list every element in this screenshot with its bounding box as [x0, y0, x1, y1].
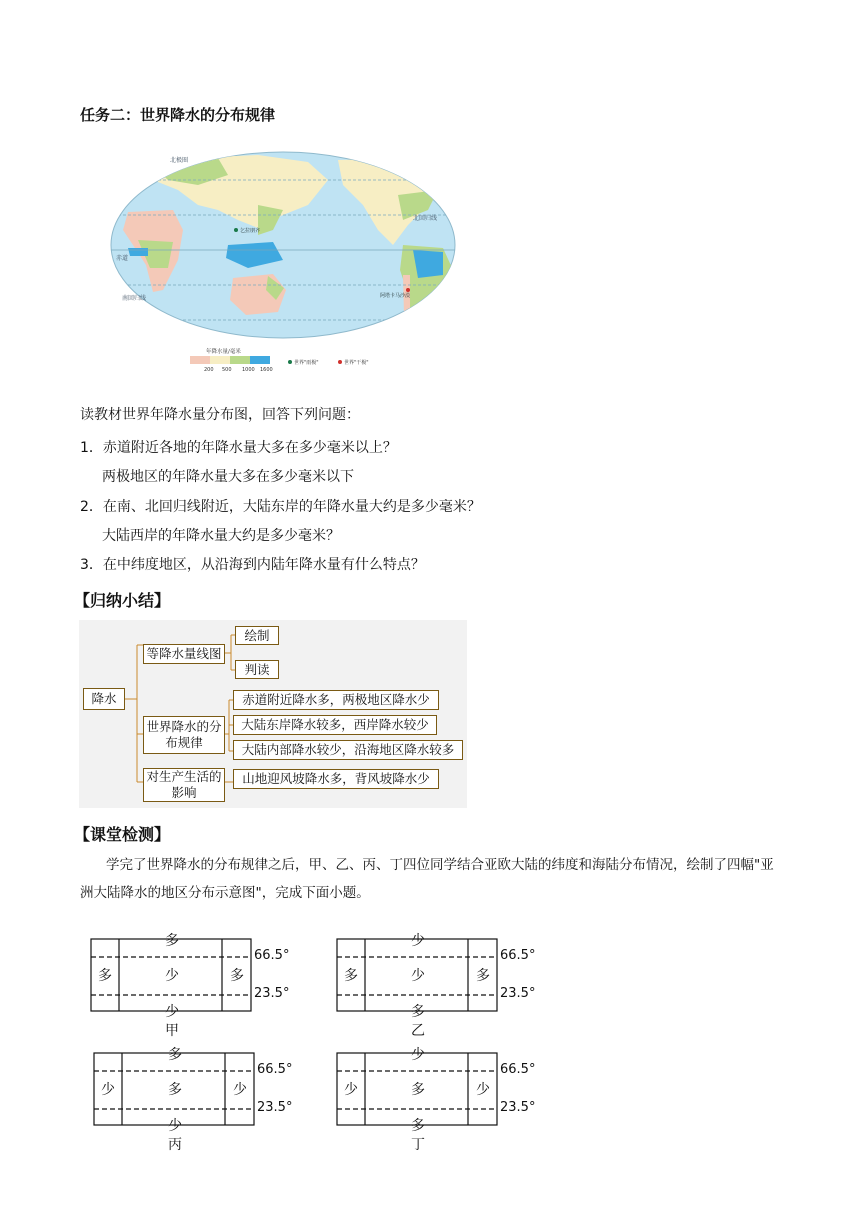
- diagram-1-right: 多: [230, 968, 244, 984]
- diagram-4-center: 多: [411, 1082, 425, 1098]
- world-precipitation-map: [108, 150, 458, 372]
- diagram-4-left: 少: [344, 1082, 358, 1098]
- question-2: 2．在南、北回归线附近，大陆东岸的年降水量大约是多少毫米？: [80, 499, 481, 515]
- mindmap-leaf-inland: 大陆内部降水较少，沿海地区降水较多: [233, 740, 463, 760]
- diagram-1-name: 甲: [165, 1023, 179, 1039]
- dry-pole-dot: [406, 288, 410, 292]
- diagram-2-center: 少: [411, 968, 425, 984]
- diagram-3-center: 多: [168, 1082, 182, 1098]
- diagram-3-left: 少: [101, 1082, 115, 1098]
- diagram-4-right: 少: [476, 1082, 490, 1098]
- summary-title: 【归纳小结】: [74, 591, 171, 610]
- diagram-3-top: 多: [168, 1047, 182, 1063]
- tropic-cancer-label: 北回归线: [413, 215, 438, 222]
- mindmap-leaf-coast: 大陆东岸降水较多，西岸降水较少: [233, 715, 437, 735]
- mindmap-leaf-read: 判读: [235, 660, 279, 679]
- arctic-label: 北极圈: [170, 157, 189, 164]
- diagram-1-lat-23: 23.5°: [254, 986, 290, 1001]
- legend-wet: 世界"雨极": [294, 360, 319, 366]
- mindmap-leaf-equator: 赤道附近降水多，两极地区降水少: [233, 690, 439, 710]
- question-1b: 两极地区的年降水量大多在多少毫米以下: [102, 469, 354, 485]
- diagram-3-name: 丙: [168, 1137, 182, 1153]
- diagram-4-bottom: 多: [411, 1118, 425, 1134]
- legend-tick-4: 1600: [260, 367, 273, 372]
- atacama-label: 阿塔卡马沙漠: [380, 293, 411, 299]
- diagram-1-lat-66: 66.5°: [254, 948, 290, 963]
- mindmap-leaf-mountain: 山地迎风坡降水多，背风坡降水少: [233, 769, 439, 789]
- intro-text: 读教材世界年降水量分布图，回答下列问题：: [80, 407, 360, 423]
- diagram-2-lat-66: 66.5°: [500, 948, 536, 963]
- legend-tick-3: 1000: [242, 367, 255, 372]
- mindmap-root: 降水: [83, 688, 125, 710]
- diagram-4-top: 少: [411, 1047, 425, 1063]
- diagram-1-center: 少: [165, 968, 179, 984]
- diagram-1-top: 多: [165, 933, 179, 949]
- diagram-2-lat-23: 23.5°: [500, 986, 536, 1001]
- task-title: 任务二：世界降水的分布规律: [80, 106, 276, 124]
- diagram-4: [336, 1047, 596, 1172]
- check-title: 【课堂检测】: [74, 825, 171, 844]
- mindmap-branch-impact: 对生产生活的影响: [143, 768, 225, 802]
- diagram-3: [93, 1047, 353, 1172]
- diagram-4-lat-66: 66.5°: [500, 1062, 536, 1077]
- question-1: 1．赤道附近各地的年降水量大多在多少毫米以上？: [80, 440, 397, 456]
- question-2b: 大陆西岸的年降水量大约是多少毫米？: [102, 528, 340, 544]
- diagram-2-left: 多: [344, 968, 358, 984]
- diagram-2: [336, 933, 596, 1058]
- diagram-3-lat-23: 23.5°: [257, 1100, 293, 1115]
- legend-tick-2: 500: [222, 367, 232, 372]
- diagram-2-bottom: 多: [411, 1004, 425, 1020]
- diagram-3-right: 少: [233, 1082, 247, 1098]
- check-paragraph: 学完了世界降水的分布规律之后，甲、乙、丙、丁四位同学结合亚欧大陆的纬度和海陆分布情况，绘制了四幅"亚洲大陆降水的地区分布示意图"，完成下面小题。: [80, 857, 774, 901]
- legend-tick-1: 200: [204, 367, 214, 372]
- tropic-capricorn-label: 南回归线: [122, 295, 147, 302]
- diagram-1: [90, 933, 350, 1058]
- diagram-4-name: 丁: [411, 1137, 425, 1153]
- diagram-1-left: 多: [98, 968, 112, 984]
- diagram-3-bottom: 少: [168, 1118, 182, 1134]
- question-3: 3．在中纬度地区，从沿海到内陆年降水量有什么特点？: [80, 557, 425, 573]
- diagram-2-name: 乙: [411, 1023, 425, 1039]
- diagram-2-top: 少: [411, 933, 425, 949]
- mindmap-leaf-draw: 绘制: [235, 626, 279, 645]
- legend-title: 年降水量/毫米: [206, 349, 241, 355]
- legend-dry: 世界"干极": [344, 360, 369, 366]
- diagram-3-lat-66: 66.5°: [257, 1062, 293, 1077]
- summary-mindmap: [79, 620, 467, 808]
- equator-label: 赤道: [116, 255, 129, 262]
- diagram-4-lat-23: 23.5°: [500, 1100, 536, 1115]
- diagram-1-bottom: 少: [165, 1004, 179, 1020]
- mindmap-branch-isohyet: 等降水量线图: [143, 644, 225, 664]
- wet-pole-dot: [234, 228, 238, 232]
- cherrapunji-label: 乞拉朋齐: [240, 228, 261, 234]
- diagram-2-right: 多: [476, 968, 490, 984]
- mindmap-branch-distribution: 世界降水的分布规律: [143, 716, 225, 754]
